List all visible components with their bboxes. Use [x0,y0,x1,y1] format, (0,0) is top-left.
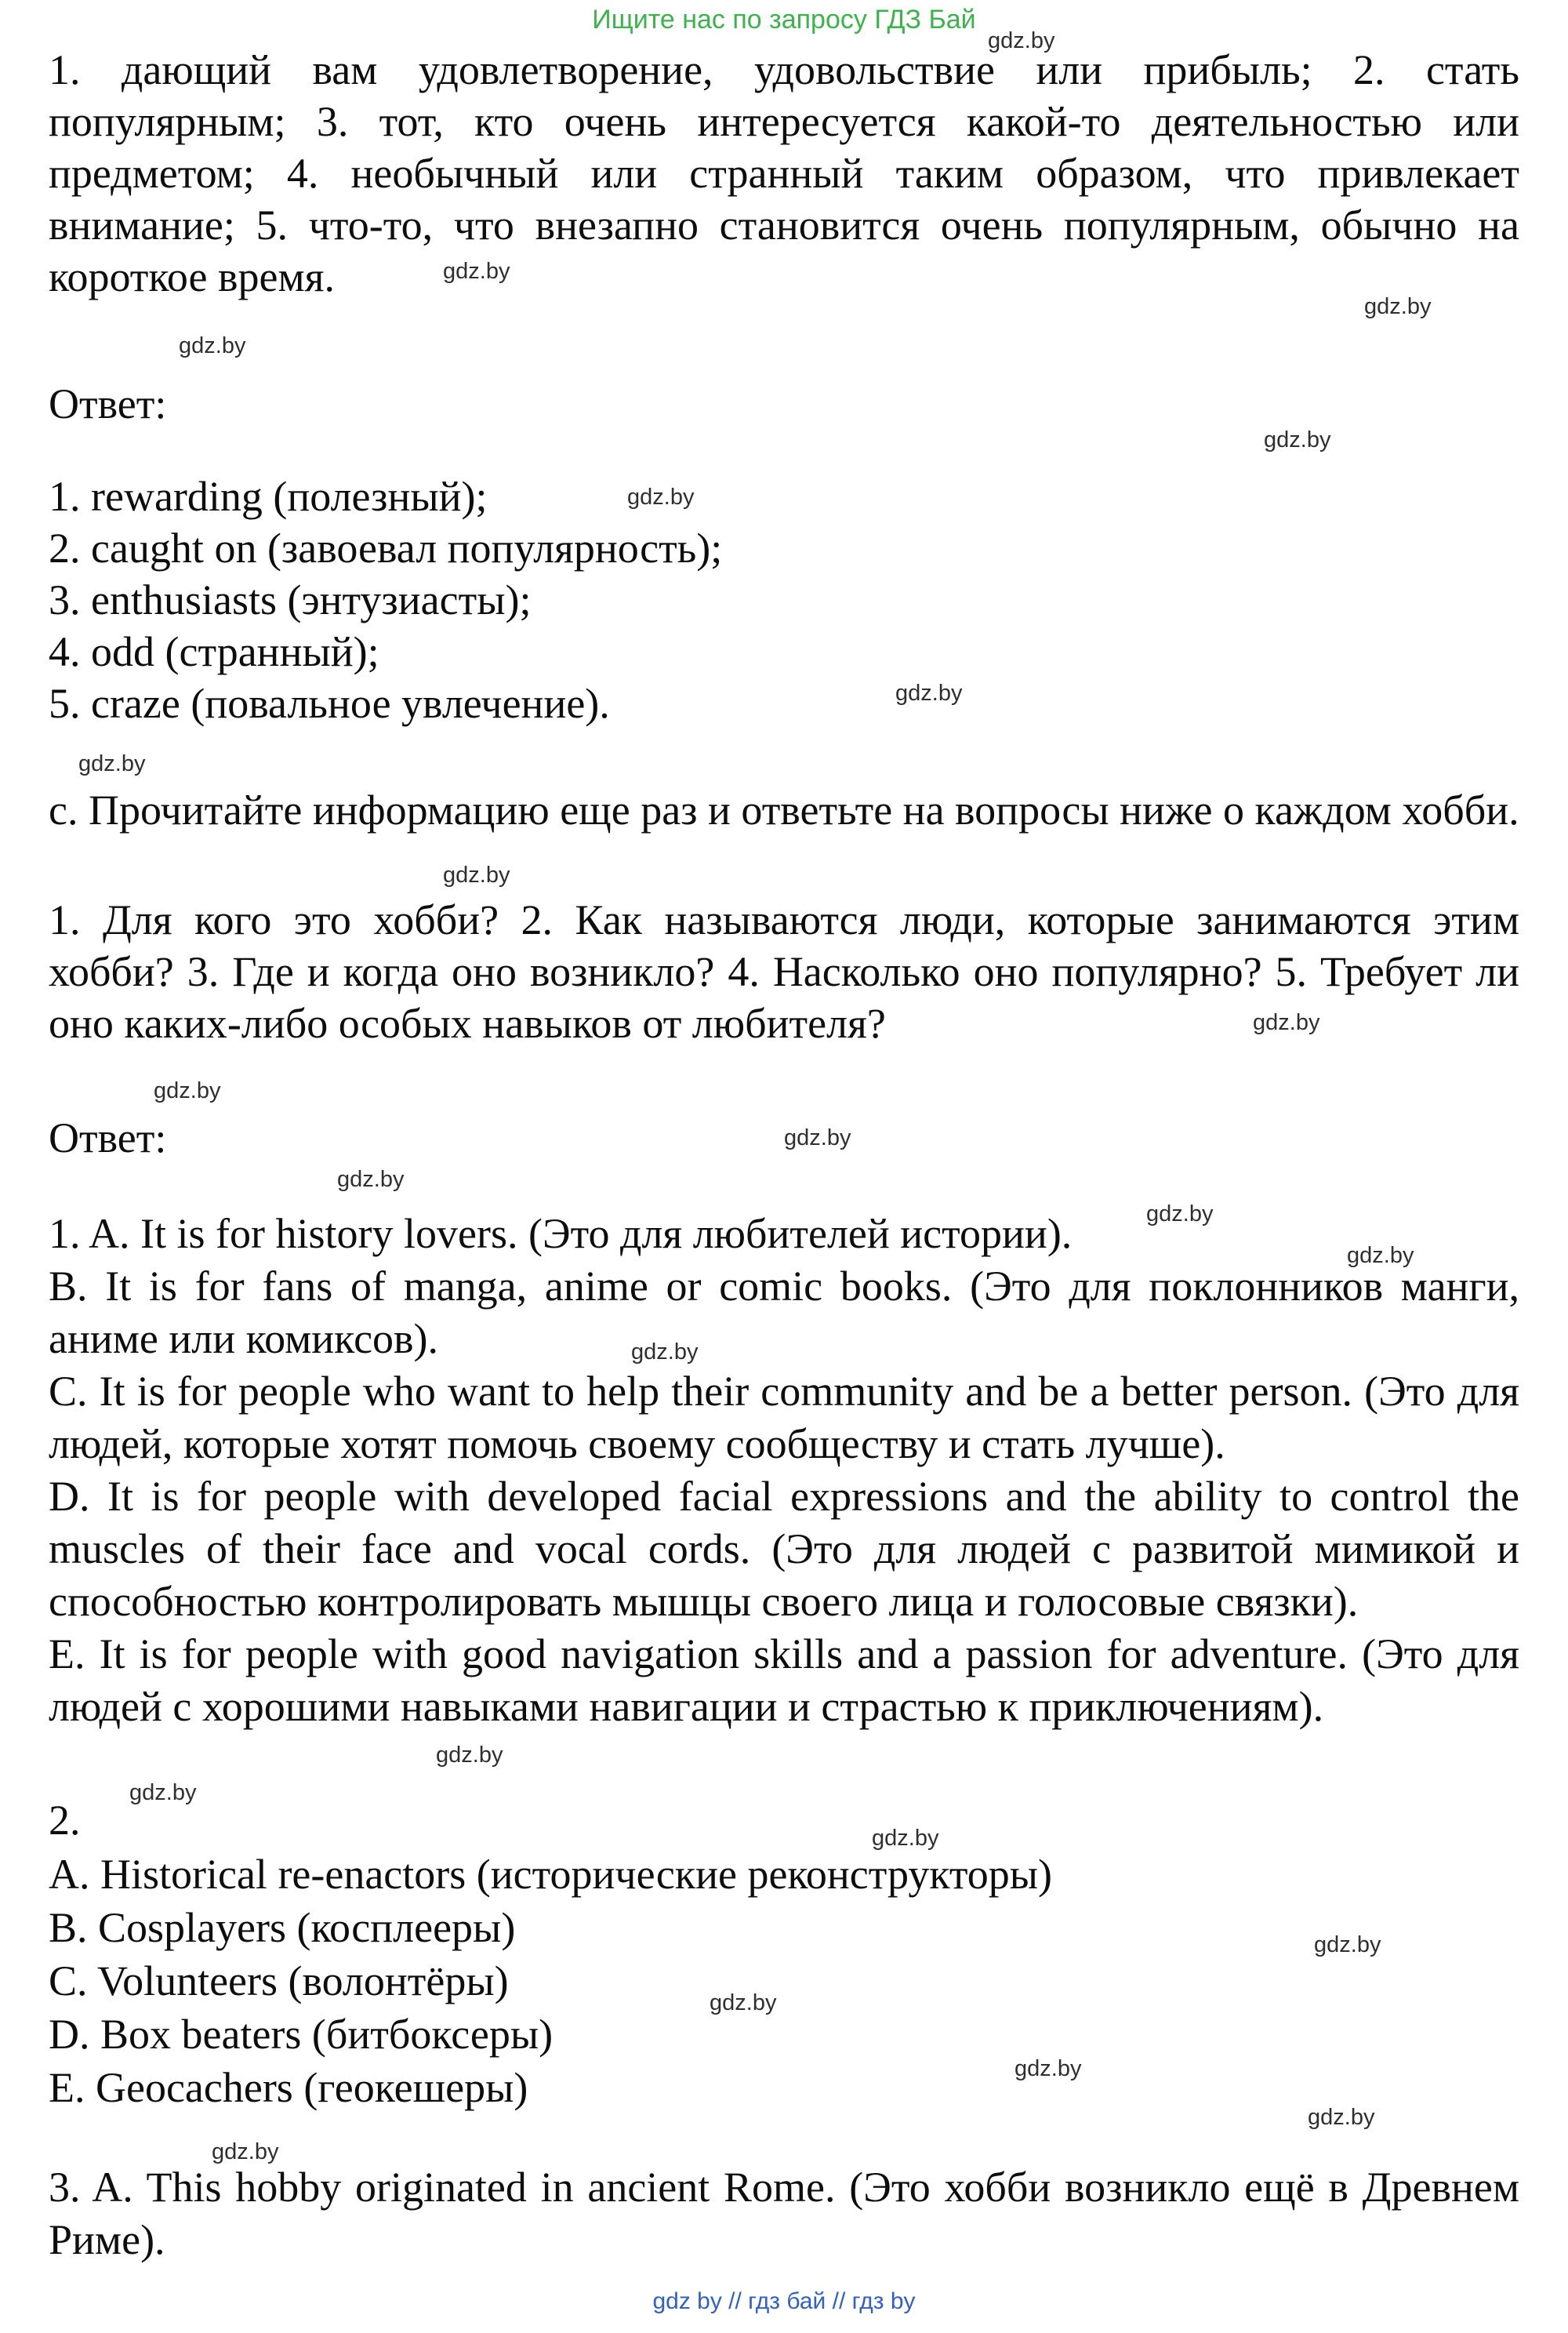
gdz-watermark: gdz.by [443,863,510,888]
gdz-watermark: gdz.by [1308,2105,1375,2130]
gdz-watermark: gdz.by [895,681,963,706]
gdz-watermark: gdz.by [179,333,246,358]
answers-q2-label: 2. [49,1797,81,1844]
list-item: 1. rewarding (полезный); [49,473,488,520]
promo-header: Ищите нас по запросу ГДЗ Бай [592,5,976,35]
gdz-watermark: gdz.by [1314,1932,1381,1957]
gdz-watermark: gdz.by [710,1990,777,2015]
answer-item: 1. A. It is for history lovers. (Это для любителей истории). [49,1210,1073,1257]
answer-item: D. It is for people with developed facial expressions and the ability to control the muscles of their face and vocal cords. (Это для людей с развитой мимикой и способностью контролировать мышцы своего лица и голосовые связки). [49,1473,1519,1625]
gdz-watermark: gdz.by [212,2139,279,2164]
answer-item: B. It is for fans of manga, anime or comic books. (Это для поклонников манги, аниме или комиксов). [49,1263,1519,1362]
list-item: 4. odd (странный); [49,628,379,675]
list-item: 3. enthusiasts (энтузиасты); [49,576,532,623]
gdz-watermark: gdz.by [1264,427,1331,452]
gdz-watermark: gdz.by [129,1780,197,1805]
answer-label-1: Ответ: [49,380,167,427]
gdz-watermark: gdz.by [627,485,695,510]
gdz-watermark: gdz.by [443,259,510,284]
list-item: A. Historical re-enactors (исторические реконструкторы) [49,1851,1052,1898]
task-c-paragraph: c. Прочитайте информацию еще раз и ответьте на вопросы ниже о каждом хобби. [49,787,1519,834]
answers-q3-paragraph: 3. A. This hobby originated in ancient Rome. (Это хобби возникло ещё в Древнем Риме). [49,2164,1519,2263]
list-item: D. Box beaters (битбоксеры) [49,2011,554,2058]
answers-q1-list [49,1208,1519,1733]
list-item: 5. craze (повальное увлечение). [49,680,610,727]
gdz-watermark: gdz.by [988,28,1055,53]
gdz-watermark: gdz.by [784,1125,851,1150]
questions-paragraph: 1. Для кого это хобби? 2. Как называются люди, которые занимаются этим хобби? 3. Где и когда оно возникло? 4. Насколько оно популярно? 5. Требует ли оно каких-либо особых навыков от любителя? [49,896,1519,1047]
list-item: C. Volunteers (волонтёры) [49,1957,509,2004]
list-item: B. Cosplayers (косплееры) [49,1904,516,1951]
gdz-watermark: gdz.by [1146,1201,1214,1226]
vocab-answers-list [49,471,1519,729]
list-item: E. Geocachers (геокешеры) [49,2064,528,2111]
gdz-watermark: gdz.by [1347,1243,1414,1268]
answer-item: C. It is for people who want to help their community and be a better person. (Это для людей, которые хотят помочь своему сообществу и стать лучше). [49,1368,1519,1467]
gdz-watermark: gdz.by [436,1742,503,1768]
list-item: 2. caught on (завоевал популярность); [49,525,723,572]
answers-q2-list [49,1848,1519,2114]
definitions-paragraph: 1. дающий вам удовлетворение, удовольствие или прибыль; 2. стать популярным; 3. тот, кто очень интересуется какой-то деятельностью или предметом; 4. необычный или странный таким образом, что привлекает внимание; 5. что-то, что внезапно становится очень популярным, обычно на короткое время. [49,46,1519,300]
gdz-watermark: gdz.by [872,1826,939,1851]
footer-watermark: gdz by // гдз бай // гдз by [652,2288,916,2314]
answer-label-2: Ответ: [49,1114,167,1161]
gdz-watermark: gdz.by [337,1167,405,1192]
answer-item: E. It is for people with good navigation skills and a passion for adventure. (Это для людей с хорошими навыками навигации и страстью к приключениям). [49,1630,1519,1730]
gdz-watermark: gdz.by [78,751,146,776]
gdz-watermark: gdz.by [1364,294,1432,319]
gdz-watermark: gdz.by [631,1339,699,1365]
gdz-watermark: gdz.by [154,1078,221,1103]
gdz-watermark: gdz.by [1014,2056,1082,2081]
gdz-watermark: gdz.by [1253,1010,1320,1035]
